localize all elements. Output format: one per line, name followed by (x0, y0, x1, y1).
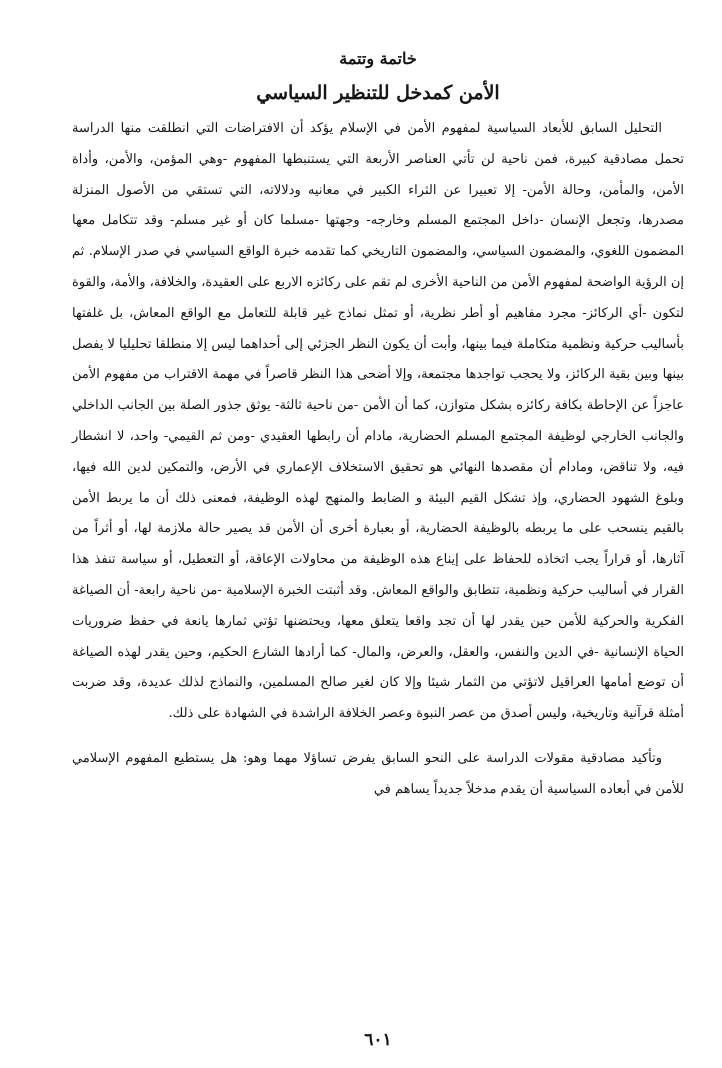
body-paragraph: وتأكيد مصادقية مقولات الدراسة على النحو السابق يفرض تساؤلا مهما وهو: هل يستطيع المفهوم الإسلامي للأمن في أبعاده السياسية أن يقدم مدخلاً جديداً يساهم في (72, 750, 684, 797)
section-label: خاتمة وتتمة (339, 49, 417, 68)
body-paragraph: التحليل السابق للأبعاد السياسية لمفهوم الأمن في الإسلام يؤكد أن الافتراضات التي انطلقت منها الدراسة تحمل مصادقية كبيرة، فمن ناحية لن تأتي العناصر الأربعة التي يستنبطها المفهوم -وهي المؤمن، والأمن، وأداة الأمن، والمأمن، وحالة الأمن- إلا تعبيرا عن الثراء الكبير في معانيه ودلالاته، التي تستقي من الأصول المنزلة مصدرها، وتجعل الإنسان -داخل المجتمع المسلم وخارجه- وجهتها -مسلما كان أو غير مسلم- وقد تتكامل معها المضمون اللغوي، والمضمون السياسي، والمضمون التاريخي كما تقدمه خبرة الواقع السياسي في صدر الإسلام. ثم إن الرؤية الواضحة لمفهوم الأمن من الناحية الأخرى لم تقم على ركائزه الاربع على العقيدة، والخلافة، والأمة، والقوة لتكون -أي الركائز- مجرد مفاهيم أو أطر نظرية، أو تمثل نماذج غير قابلة للتعامل مع الواقع المعاش، بل غلفتها بأساليب حركية ونظمية متكاملة فيما بينها، وأبت أن يكون النظر الجزئي إلى أحداهما ليس إلا منطلقا تحليليا لا يفصل بينها وبين بقية الركائز، ولا يحجب تواجدها مجتمعة، وإلا أضحى هذا النظر قاصراً في مهمة الاقتراب من مفهوم الأمن عاجزاً عن الإحاطة بكافة ركائزه بشكل متوازن، كما أن الأمن -من ناحية ثالثة- يوثق جذور الصلة بين الجانب الداخلي والجانب الخارجي لوظيفة المجتمع المسلم الحضارية، مادام أن رابطها العقيدي -ومن ثم القيمي- واحد، لا انشطار فيه، ولا تناقض، ومادام أن مقصدها النهائي هو تحقيق الاستخلاف الإعماري في الأرض، والتمكين لدين الله فيها، وبلوغ الشهود الحضاري، وإذ تشكل القيم البيئة و الضابط والمنهج لهذه الوظيفة، فمعنى ذلك أن ما يربط الأمن بالقيم ينسحب على ما يربطه بالوظيفة الحضارية، أو بعبارة أخرى أن الأمن قد يصير حالة ملازمة لها، أو أثراً من آثارها، أو قراراً يجب اتخاذه للحفاظ على إيناع هذه الوظيفة من محاولات الإعاقة، أو التعطيل، أو سياسة تنفذ هذا القرار في أساليب حركية ونظمية، تتطابق والواقع المعاش. وقد أثبتت الخبرة الإسلامية -من ناحية رابعة- أن الصياغة الفكرية والحركية للأمن حين يقدر لها أن تجد واقعا يتعلق معها، ويحتضنها تؤتي ثمارها يانعة في حفظ ضروريات الحياة الإنسانية -في الدين والنفس، والعقل، والعرض، والمال- كما أرادها الشارع الحكيم، وحين يقدر لهذه الصياغة أن توضع أمامها العراقيل لاتؤتي من الثمار شيئا وإلا كان لغير صالح المسلمين، والنماذج لذلك عديدة، وقد ضربت أمثلة قرآنية وتاريخية، وليس أصدق من عصر النبوة وعصر الخلافة الراشدة في الشهادة على ذلك. (72, 121, 684, 722)
page-number: ٦٠١ (364, 1030, 392, 1050)
document-page (72, 42, 684, 1052)
chapter-title: الأمن كمدخل للتنظير السياسي (256, 82, 500, 104)
